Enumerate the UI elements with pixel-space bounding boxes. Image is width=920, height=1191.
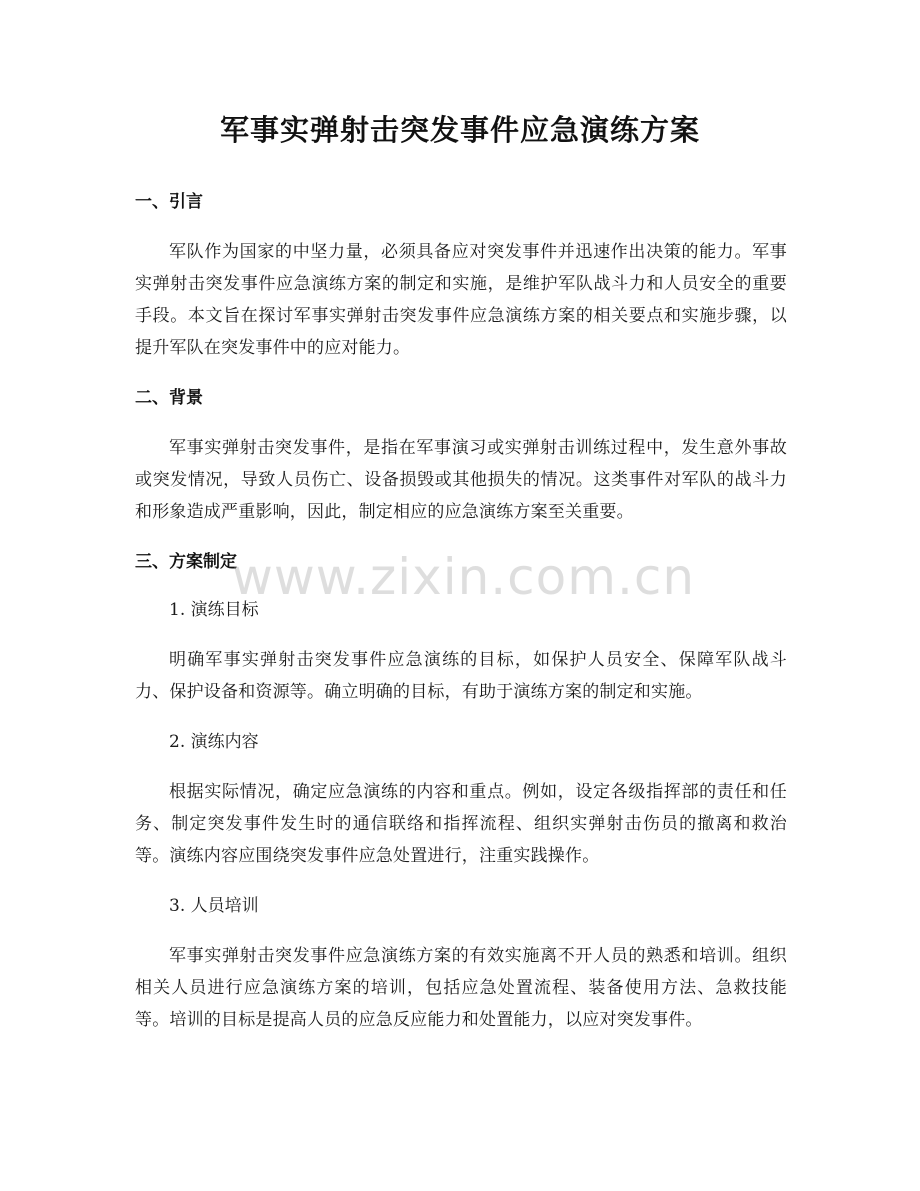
section-heading: 二、背景: [135, 388, 203, 408]
section-background: [135, 384, 787, 528]
section-heading: 三、方案制定: [135, 552, 237, 572]
plan-item-goal: [135, 596, 787, 708]
subsection-heading: 1. 演练目标: [169, 600, 259, 620]
subsection-paragraph: 明确军事实弹射击突发事件应急演练的目标，如保护人员安全、保障军队战斗力、保护设备和资源等。确立明确的目标，有助于演练方案的制定和实施。: [135, 650, 787, 702]
document-title: 军事实弹射击突发事件应急演练方案: [219, 113, 700, 147]
section-paragraph: 军事实弹射击突发事件，是指在军事演习或实弹射击训练过程中，发生意外事故或突发情况，导致人员伤亡、设备损毁或其他损失的情况。这类事件对军队的战斗力和形象造成严重影响，因此，制定相应的应急演练方案至关重要。: [135, 438, 787, 522]
subsection-paragraph: 军事实弹射击突发事件应急演练方案的有效实施离不开人员的熟悉和培训。组织相关人员进行应急演练方案的培训，包括应急处置流程、装备使用方法、急救技能等。培训的目标是提高人员的应急反应能力和处置能力，以应对突发事件。: [135, 946, 787, 1030]
document-body: [135, 188, 787, 1056]
plan-item-training: [135, 892, 787, 1036]
subsection-paragraph: 根据实际情况，确定应急演练的内容和重点。例如，设定各级指挥部的责任和任务、制定突发事件发生时的通信联络和指挥流程、组织实弹射击伤员的撤离和救治等。演练内容应围绕突发事件应急处置进行，注重实践操作。: [135, 782, 787, 866]
watermark: www.zixin.com.cn: [232, 548, 696, 606]
subsection-heading: 3. 人员培训: [169, 896, 259, 916]
section-plan: [135, 548, 787, 1036]
plan-item-content: [135, 728, 787, 872]
subsection-heading: 2. 演练内容: [169, 732, 259, 752]
section-introduction: [135, 188, 787, 364]
section-paragraph: 军队作为国家的中坚力量，必须具备应对突发事件并迅速作出决策的能力。军事实弹射击突发事件应急演练方案的制定和实施，是维护军队战斗力和人员安全的重要手段。本文旨在探讨军事实弹射击突发事件应急演练方案的相关要点和实施步骤，以提升军队在突发事件中的应对能力。: [135, 242, 787, 358]
section-heading: 一、引言: [135, 192, 203, 212]
